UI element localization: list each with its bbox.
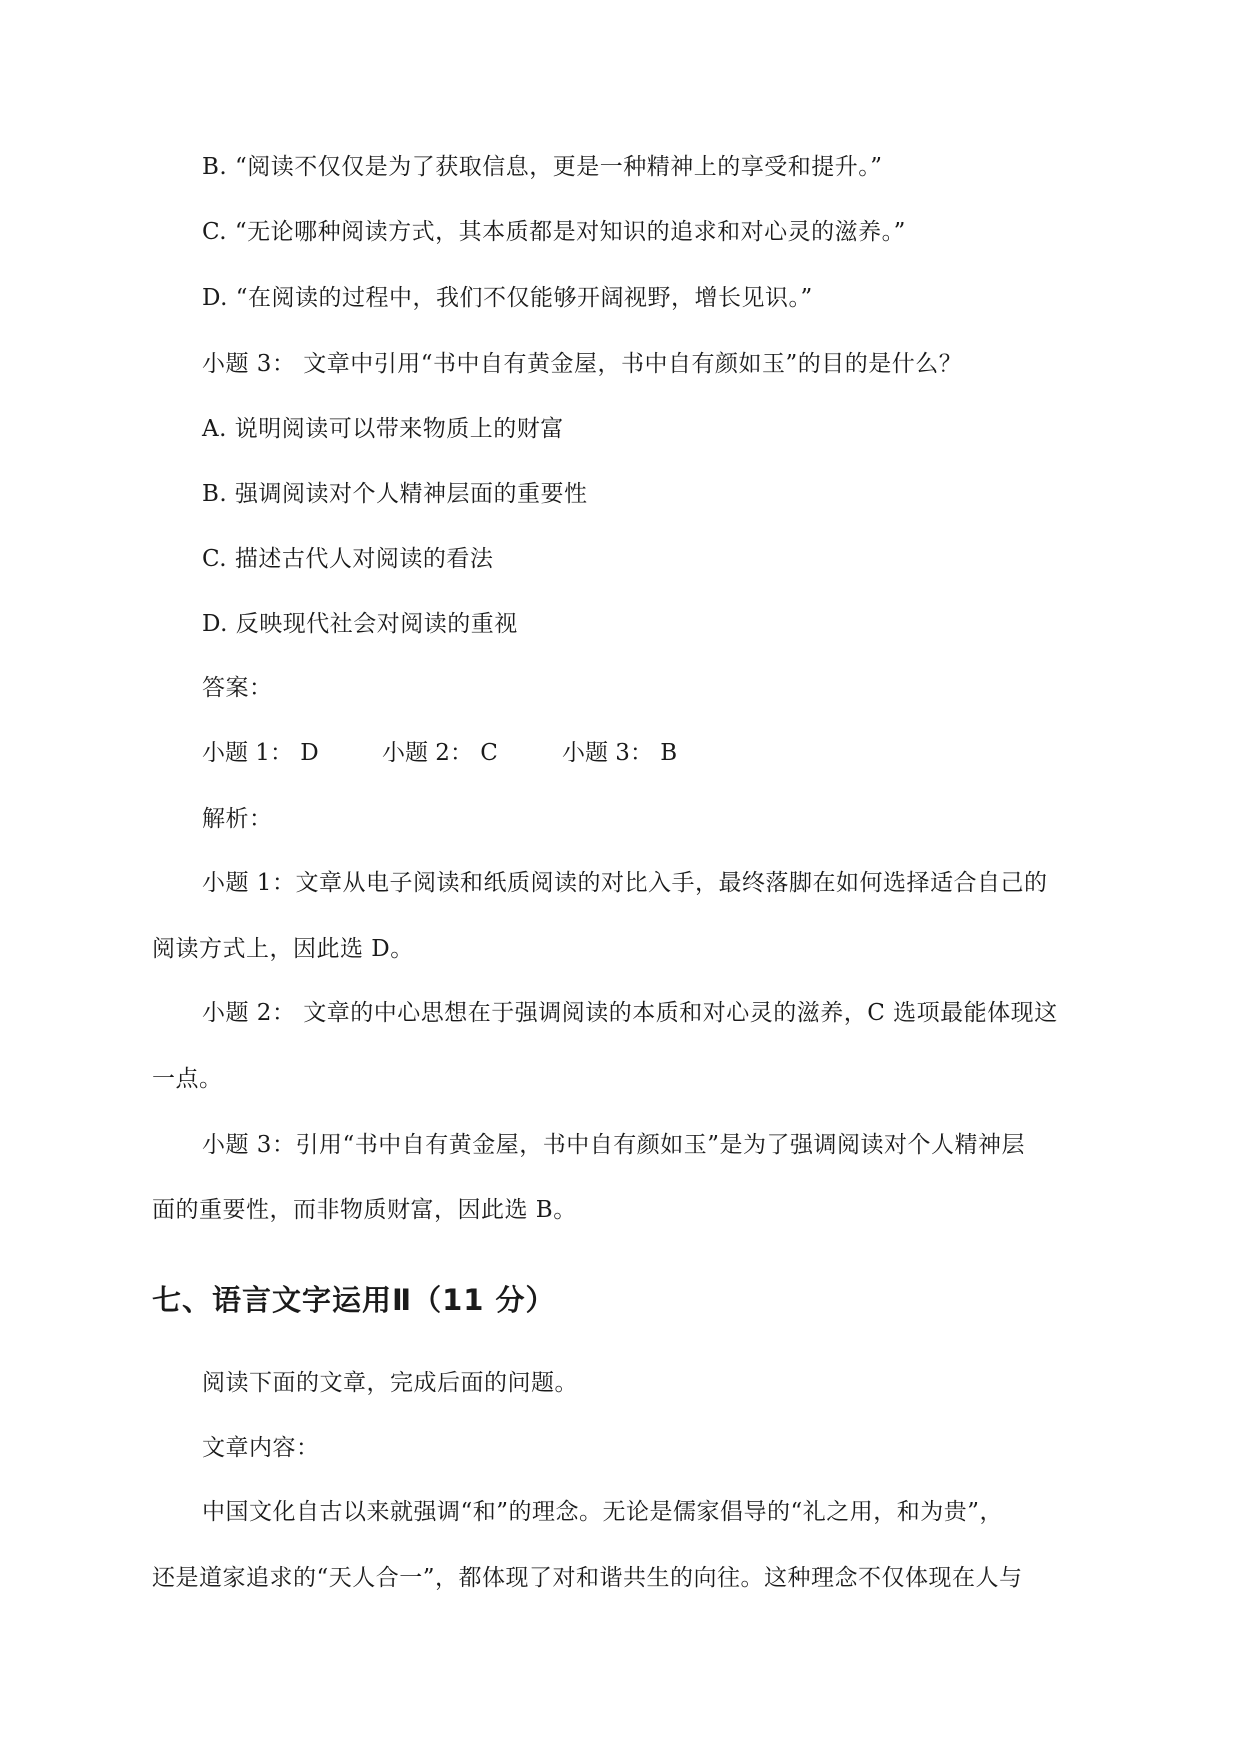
- answer-item: 小题 2： C: [382, 740, 498, 766]
- analysis-q3-line: 小题 3：引用“书中自有黄金屋，书中自有颜如玉”是为了强调阅读对个人精神层: [202, 1132, 1025, 1158]
- section-7-heading: 七、语言文字运用Ⅱ（11 分）: [152, 1283, 556, 1317]
- analysis-q1-line: 阅读方式上，因此选 D。: [152, 936, 414, 962]
- answer-item: 小题 1： D: [202, 740, 319, 766]
- option-b-prev: B. “阅读不仅仅是为了获取信息，更是一种精神上的享受和提升。”: [202, 154, 883, 180]
- paragraph-line: 还是道家追求的“天人合一”，都体现了对和谐共生的向往。这种理念不仅体现在人与: [152, 1565, 1023, 1591]
- question-3-option-d: D. 反映现代社会对阅读的重视: [202, 611, 518, 637]
- answers-label: 答案：: [202, 675, 273, 701]
- question-3-option-a: A. 说明阅读可以带来物质上的财富: [202, 416, 564, 442]
- analysis-q2-line: 一点。: [152, 1066, 223, 1092]
- analysis-q2-line: 小题 2： 文章的中心思想在于强调阅读的本质和对心灵的滋养，C 选项最能体现这: [202, 1000, 1058, 1026]
- paragraph-line: 中国文化自古以来就强调“和”的理念。无论是儒家倡导的“礼之用，和为贵”，: [202, 1499, 1004, 1525]
- question-3-option-b: B. 强调阅读对个人精神层面的重要性: [202, 481, 588, 507]
- question-3-stem: 小题 3： 文章中引用“书中自有黄金屋，书中自有颜如玉”的目的是什么？: [202, 351, 963, 377]
- answer-item: 小题 3： B: [562, 740, 678, 766]
- question-3-option-c: C. 描述古代人对阅读的看法: [202, 546, 494, 572]
- analysis-q1-line: 小题 1：文章从电子阅读和纸质阅读的对比入手，最终落脚在如何选择适合自己的: [202, 870, 1048, 896]
- answers-row: [202, 738, 677, 768]
- option-d-prev: D. “在阅读的过程中，我们不仅能够开阔视野，增长见识。”: [202, 285, 813, 311]
- analysis-label: 解析：: [202, 806, 273, 832]
- option-c-prev: C. “无论哪种阅读方式，其本质都是对知识的追求和对心灵的滋养。”: [202, 219, 906, 245]
- content-label: 文章内容：: [202, 1435, 320, 1461]
- section-7-instruction: 阅读下面的文章，完成后面的问题。: [202, 1370, 578, 1396]
- analysis-q3-line: 面的重要性，而非物质财富，因此选 B。: [152, 1197, 577, 1223]
